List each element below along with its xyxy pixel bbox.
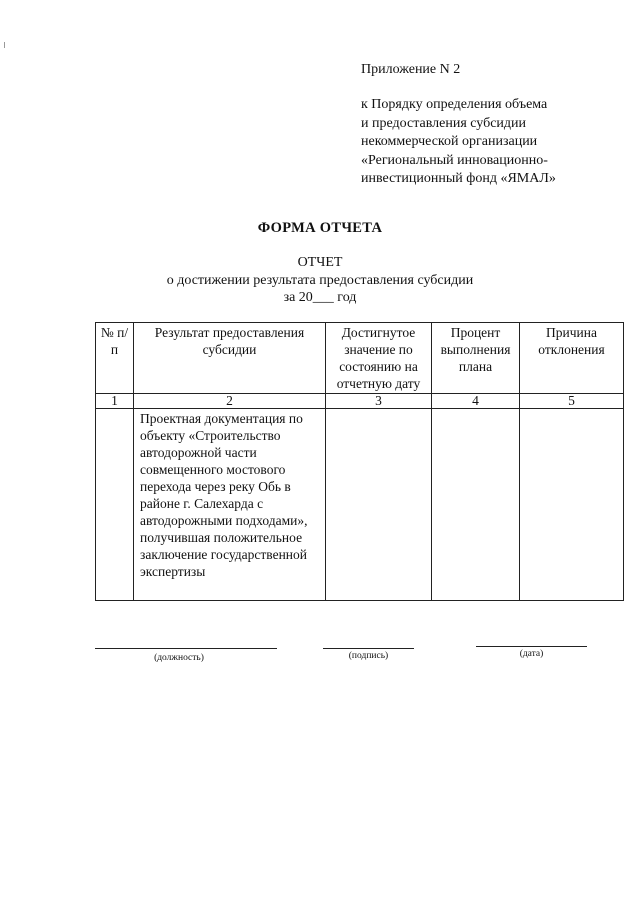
date-line [476, 646, 587, 647]
signature-caption: (подпись) [348, 651, 389, 661]
row-percent-cell [432, 409, 520, 601]
appendix-line: к Порядку определения объема [361, 97, 548, 112]
column-number: 4 [432, 394, 520, 409]
header-result: Результат предоставления субсидии [134, 323, 326, 394]
column-number-row [96, 394, 624, 409]
report-year-line: за 20___ год [283, 290, 357, 305]
report-subtitle: о достижении результата предоставления субсидии [166, 273, 474, 288]
header-achieved: Достигнутое значение по состоянию на отчетную дату [326, 323, 432, 394]
report-title: ОТЧЕТ [297, 255, 343, 270]
column-number: 3 [326, 394, 432, 409]
row-achieved-cell [326, 409, 432, 601]
appendix-line: «Региональный инновационно- [361, 152, 548, 168]
report-table [95, 322, 624, 601]
row-result-cell: Проектная документация по объекту «Строительство автодорожной части совмещенного мостового перехода через реку Обь в районе г. Салехарда с автодорожными подходами», получившая положительное заключение государственной экспертизы [134, 409, 326, 601]
appendix-line: инвестиционный фонд «ЯМАЛ» [361, 171, 556, 187]
appendix-title: Приложение N 2 [361, 62, 461, 77]
row-reason-cell [520, 409, 624, 601]
appendix-line: некоммерческой организации [361, 134, 538, 150]
header-percent: Процент выполнения плана [432, 323, 520, 394]
table-header-row [96, 323, 624, 394]
signature-line [323, 648, 414, 649]
margin-mark [4, 42, 5, 48]
row-num-cell [96, 409, 134, 601]
column-number: 2 [134, 394, 326, 409]
column-number: 5 [520, 394, 624, 409]
form-title: ФОРМА ОТЧЕТА [257, 220, 383, 236]
header-reason: Причина отклонения [520, 323, 624, 394]
table-row [96, 409, 624, 601]
header-num: № п/п [96, 323, 134, 394]
position-caption: (должность) [154, 653, 204, 663]
date-caption: (дата) [519, 649, 544, 659]
appendix-reference [361, 96, 556, 189]
position-signature-line [95, 648, 277, 649]
appendix-line: и предоставления субсидии [361, 115, 527, 131]
column-number: 1 [96, 394, 134, 409]
